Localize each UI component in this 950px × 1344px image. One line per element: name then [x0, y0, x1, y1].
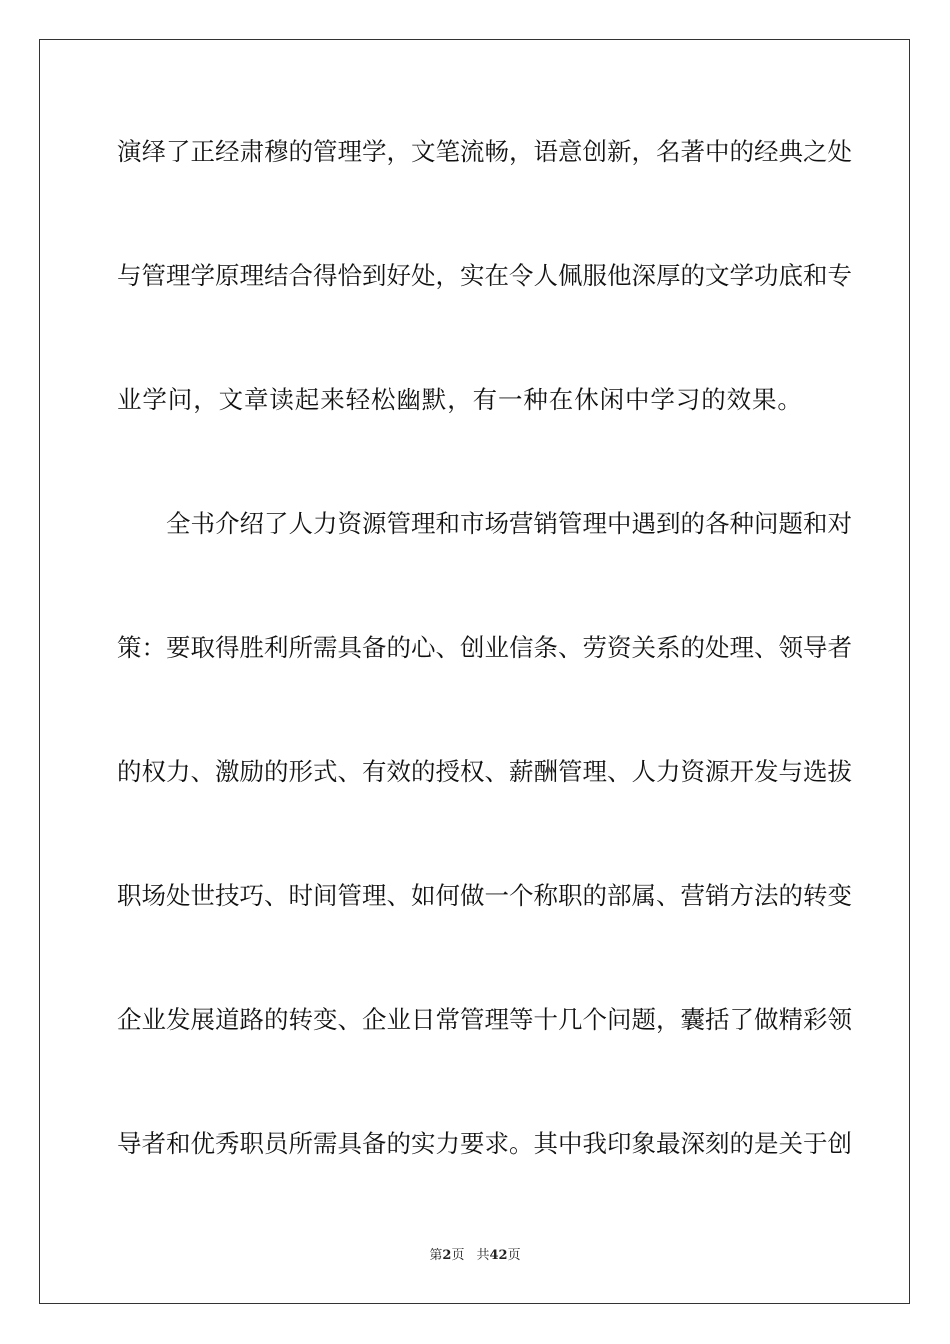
text-line-8: 企业发展道路的转变、企业日常管理等十几个问题，囊括了做精彩领: [117, 1005, 852, 1034]
footer-page-suffix: 页: [451, 1248, 465, 1263]
text-line-7: 职场处世技巧、时间管理、如何做一个称职的部属、营销方法的转变: [117, 881, 852, 910]
text-line-6: 的权力、激励的形式、有效的授权、薪酬管理、人力资源开发与选拔: [117, 757, 852, 786]
footer-page-prefix: 第: [429, 1248, 443, 1263]
text-line-9: 导者和优秀职员所需具备的实力要求。其中我印象最深刻的是关于创: [117, 1129, 852, 1158]
footer-page-number: 2: [442, 1248, 452, 1263]
text-line-5: 策：要取得胜利所需具备的心、创业信条、劳资关系的处理、领导者: [117, 633, 852, 662]
page-frame: [39, 39, 910, 1304]
text-line-2: 与管理学原理结合得恰到好处，实在令人佩服他深厚的文学功底和专: [117, 261, 852, 290]
page-footer: [0, 1248, 950, 1264]
footer-total-suffix: 页: [507, 1248, 521, 1263]
text-line-4: 全书介绍了人力资源管理和市场营销管理中遇到的各种问题和对: [166, 509, 852, 538]
text-line-3: 业学问，文章读起来轻松幽默，有一种在休闲中学习的效果。: [117, 385, 803, 414]
footer-total-prefix: 共: [476, 1248, 490, 1263]
footer-total-number: 42: [489, 1248, 508, 1263]
text-line-1: 演绎了正经肃穆的管理学，文笔流畅，语意创新，名著中的经典之处: [117, 137, 852, 166]
